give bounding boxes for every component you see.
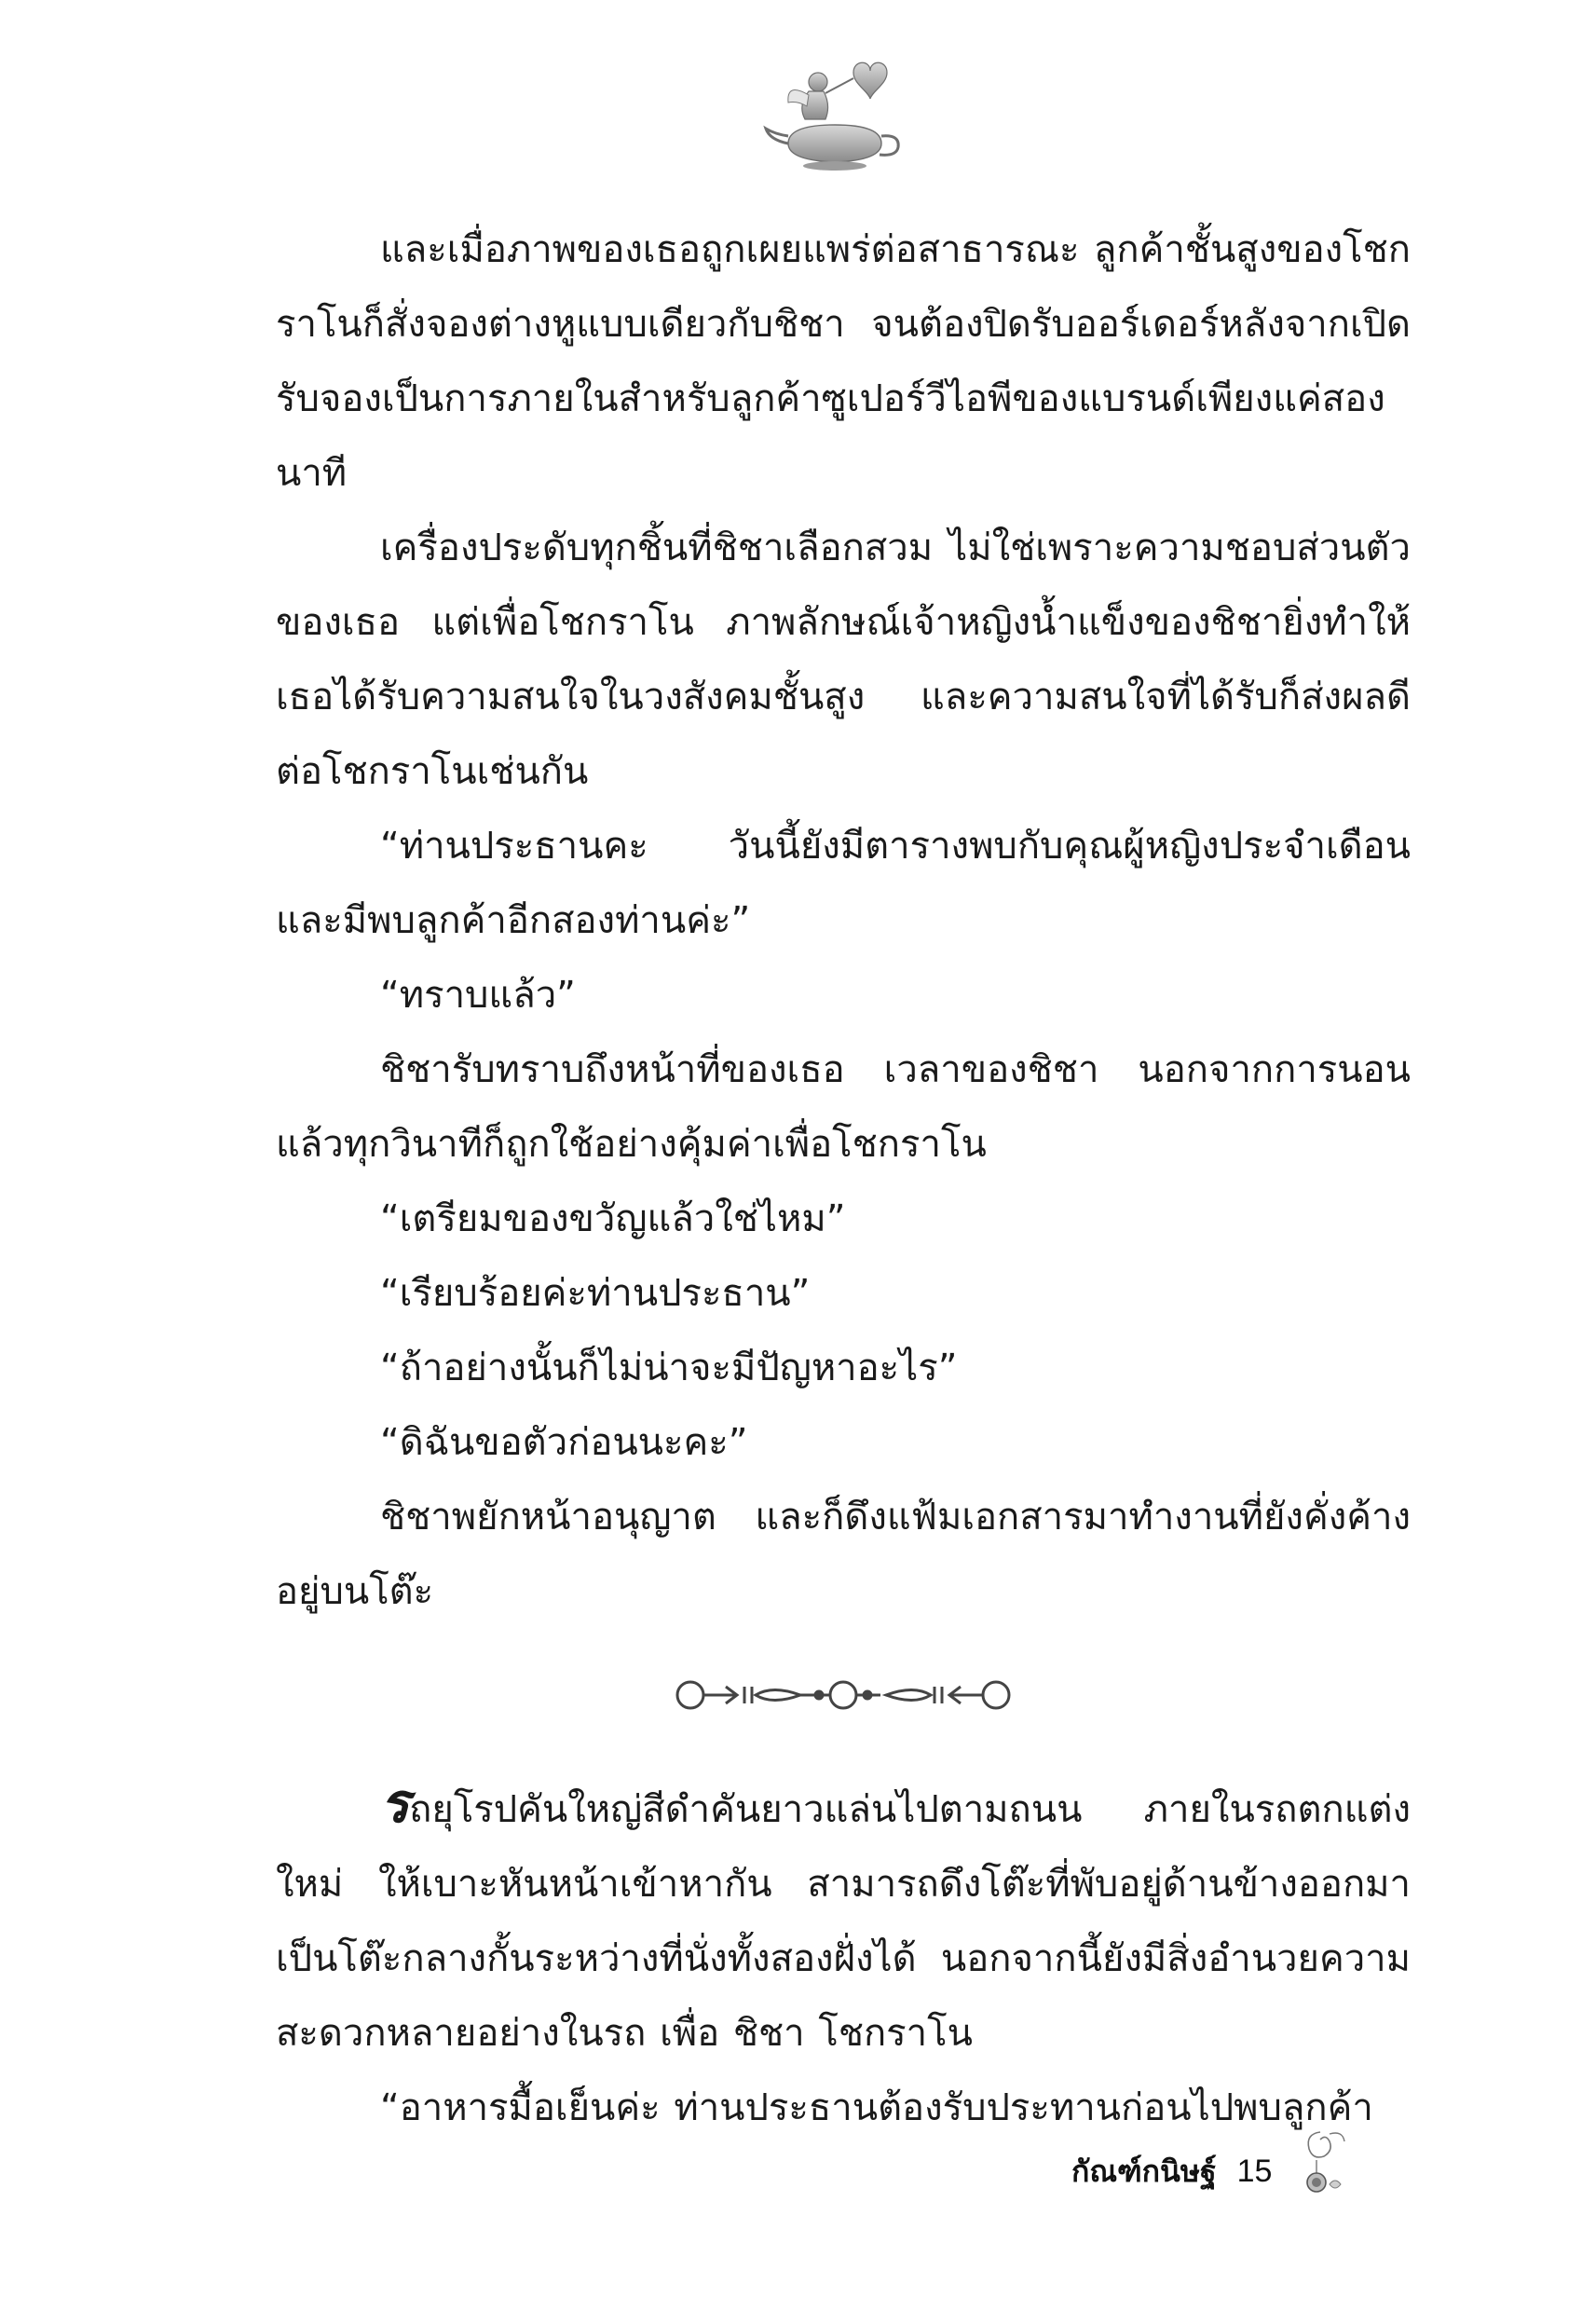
dialog-line: “เรียบร้อยค่ะท่านประธาน” (380, 1272, 811, 1315)
paragraph-text: ถยุโรปคันใหญ่สีดำคันยาวแล่นไปตามถนน ภายในรถตกแต่งใหม่ ให้เบาะหันหน้าเข้าหากัน สามารถดึงโต๊ะที่พับอยู่ด้านข้างออกมาเป็นโต๊ะกลางกั้นระหว่างที่นั่งทั้งสองฝั่งได้ นอกจากนี้ยังมีสิ่งอำนวยความสะดวกหลายอย่างในรถ เพื่อ ชิชา โชกราโน (276, 1788, 1411, 2055)
pendant-ornament-icon (1292, 2123, 1354, 2203)
drop-cap-letter: ร (380, 1771, 410, 1835)
scroll-divider-icon (670, 1675, 1016, 1715)
page-footer (1071, 2143, 1354, 2199)
book-title: กัณฑ์กนิษฐ์ (1071, 2153, 1217, 2189)
dialog-line: “เตรียมของขวัญแล้วใช่ไหม” (380, 1197, 846, 1240)
dialog-line: “ทราบแล้ว” (380, 974, 576, 1017)
dialog-line: “ถ้าอย่างนั้นก็ไม่น่าจะมีปัญหาอะไร” (380, 1347, 958, 1389)
dialog-line: “ดิฉันขอตัวก่อนนะคะ” (380, 1421, 748, 1464)
paragraph: เครื่องประดับทุกชิ้นที่ชิชาเลือกสวม ไม่ใช่เพราะความชอบส่วนตัวของเธอ แต่เพื่อโชกราโน ภาพลักษณ์เจ้าหญิงน้ำแข็งของชิชายิ่งทำให้เธอได้รับความสนใจในวงสังคมชั้นสูง และความสนใจที่ได้รับก็ส่งผลดีต่อโชกราโนเช่นกัน (276, 526, 1411, 793)
page-number: 15 (1236, 2153, 1273, 2189)
paragraph: ชิชารับทราบถึงหน้าที่ของเธอ เวลาของชิชา นอกจากการนอนแล้วทุกวินาทีก็ถูกใช้อย่างคุ้มค่าเพื่อโชกราโน (276, 1048, 1411, 1166)
cupid-teapot-ornament-icon (760, 54, 909, 175)
dialog-line: “อาหารมื้อเย็นค่ะ ท่านประธานต้องรับประทานก่อนไปพบลูกค้า (380, 2086, 1373, 2129)
section-first-paragraph (276, 1772, 1411, 2071)
page-body (276, 212, 1411, 2145)
dialog-line: “ท่านประธานคะ วันนี้ยังมีตารางพบกับคุณผู้หญิงประจำเดือนและมีพบลูกค้าอีกสองท่านค่ะ” (276, 825, 1411, 942)
paragraph: ชิชาพยักหน้าอนุญาต และก็ดึงแฟ้มเอกสารมาทำงานที่ยังคั่งค้างอยู่บนโต๊ะ (276, 1496, 1411, 1613)
paragraph: และเมื่อภาพของเธอถูกเผยแพร่ต่อสาธารณะ ลูกค้าชั้นสูงของโชกราโนก็สั่งจองต่างหูแบบเดียวกับชิชา จนต้องปิดรับออร์เดอร์หลังจากเปิดรับจองเป็นการภายในสำหรับลูกค้าซูเปอร์วีไอพีของแบรนด์เพียงแค่สองนาที (276, 228, 1411, 495)
